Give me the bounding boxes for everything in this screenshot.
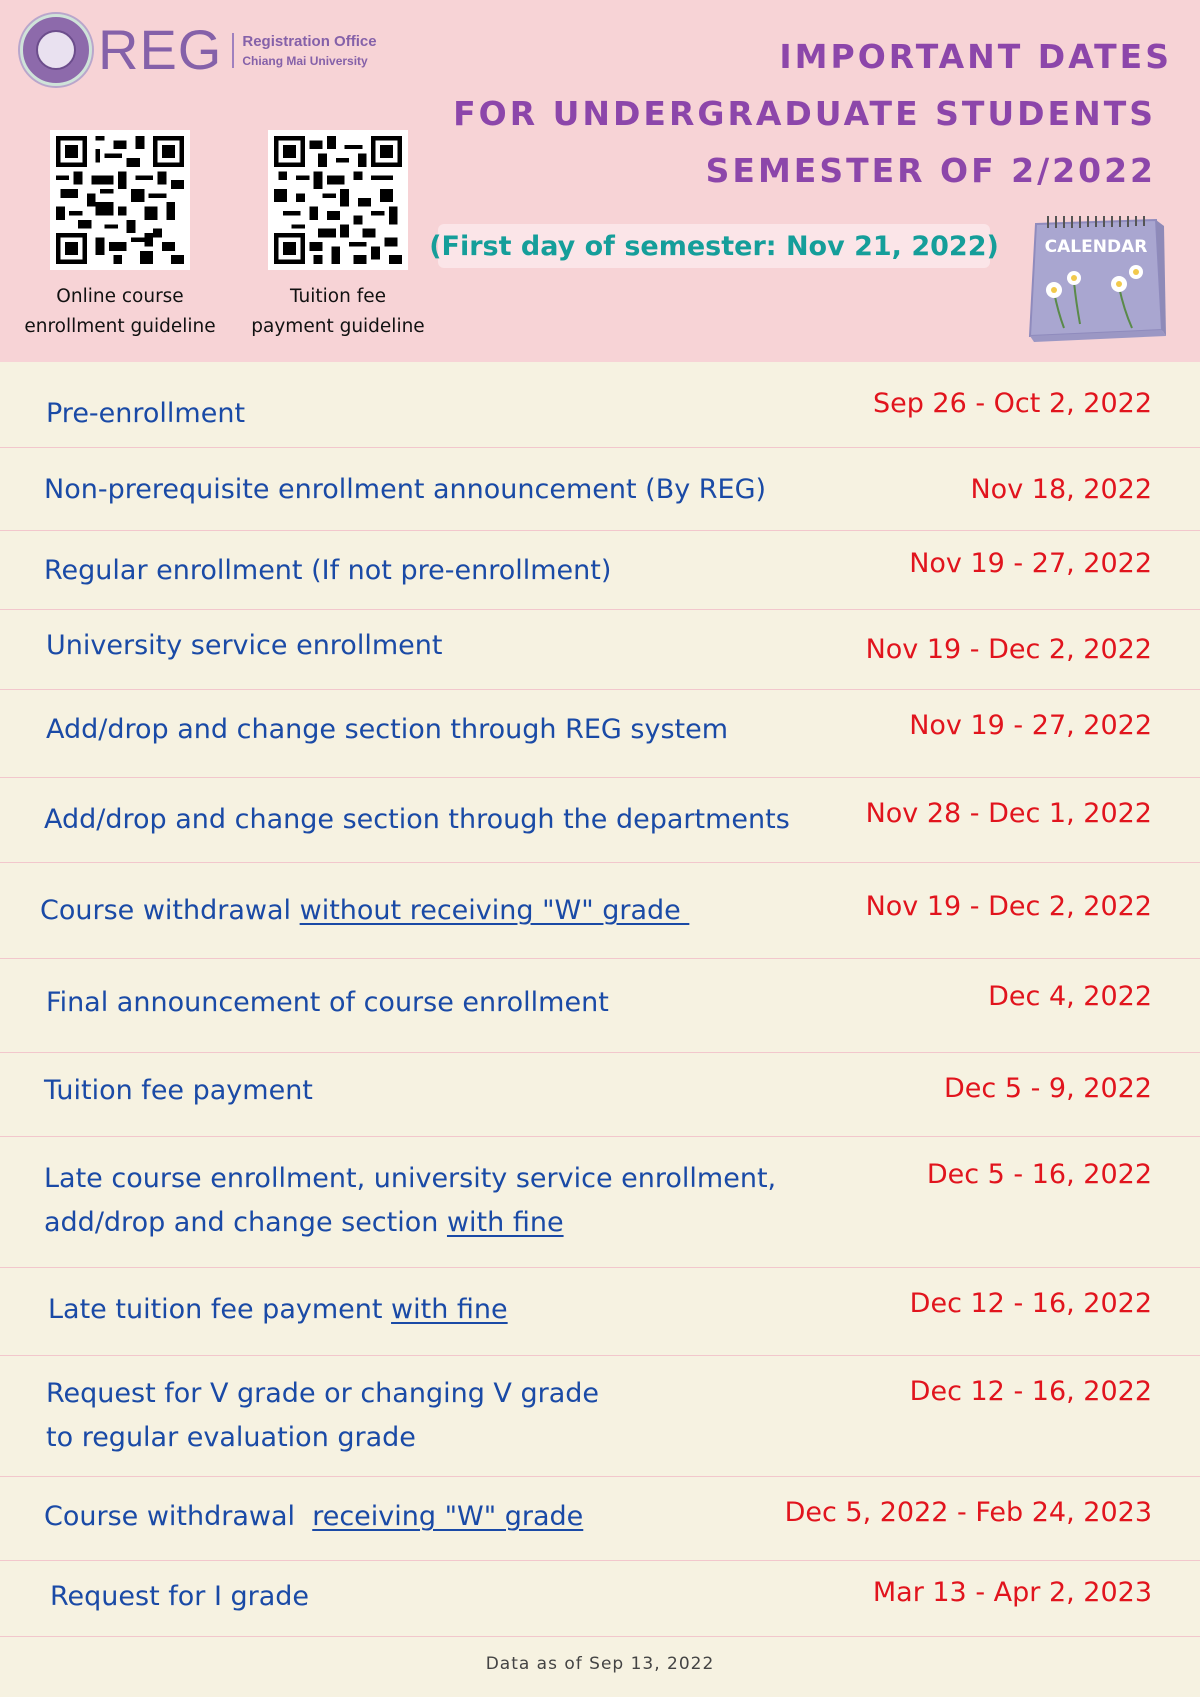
schedule-label-text: add/drop and change section: [44, 1207, 447, 1238]
reg-logo: [20, 14, 377, 86]
qr-enrollment-guideline[interactable]: [20, 130, 220, 342]
qr-caption-line-1: Tuition fee: [290, 286, 386, 307]
office-line-2: Chiang Mai University: [242, 53, 368, 68]
schedule-label: Add/drop and change section through the departments: [44, 804, 790, 835]
schedule-list: [0, 362, 1200, 1637]
schedule-row: [0, 1561, 1200, 1637]
schedule-label-text: Late tuition fee payment: [48, 1294, 392, 1325]
office-name: [232, 33, 376, 68]
qr-caption: [238, 282, 438, 342]
schedule-label: Final announcement of course enrollment: [46, 987, 609, 1018]
title-line-3: SEMESTER OF 2/2022: [705, 151, 1156, 190]
page-title: [453, 28, 1172, 199]
schedule-label: [40, 889, 689, 933]
schedule-row: [0, 863, 1200, 959]
schedule-row: [0, 1268, 1200, 1356]
schedule-label: [48, 1288, 508, 1332]
schedule-row: [0, 1477, 1200, 1561]
title-line-1: IMPORTANT DATES: [779, 37, 1172, 76]
schedule-date: Dec 5 - 16, 2022: [926, 1159, 1152, 1190]
schedule-label-underlined: with fine: [391, 1294, 508, 1325]
schedule-date: Nov 19 - 27, 2022: [909, 548, 1152, 579]
schedule-date: Dec 12 - 16, 2022: [909, 1288, 1152, 1319]
qr-caption-line-2: payment guideline: [251, 316, 425, 337]
schedule-row: [0, 448, 1200, 531]
schedule-label-line-2: to regular evaluation grade: [46, 1422, 416, 1453]
schedule-label-line-1: Request for V grade or changing V grade: [46, 1378, 600, 1409]
schedule-label-underlined: without receiving "W" grade: [299, 895, 690, 926]
qr-code-icon[interactable]: [50, 130, 190, 270]
schedule-label-text: Course withdrawal: [44, 1501, 313, 1532]
schedule-label: Request for I grade: [50, 1581, 310, 1612]
schedule-date: Nov 19 - 27, 2022: [909, 710, 1152, 741]
schedule-date: Nov 19 - Dec 2, 2022: [865, 634, 1152, 665]
schedule-date: Nov 28 - Dec 1, 2022: [865, 798, 1152, 829]
title-line-2: FOR UNDERGRADUATE STUDENTS: [453, 94, 1156, 133]
schedule-row: [0, 690, 1200, 778]
schedule-date: Dec 4, 2022: [988, 981, 1152, 1012]
office-line-1: Registration Office: [242, 32, 377, 50]
schedule-row: [0, 1356, 1200, 1477]
logo-text: REG: [98, 18, 223, 81]
qr-caption: [20, 282, 220, 342]
schedule-date: Dec 5, 2022 - Feb 24, 2023: [784, 1497, 1152, 1528]
schedule-label-line-1: Late course enrollment, university service enrollment,: [44, 1163, 777, 1194]
calendar-icon: [1024, 212, 1166, 350]
schedule-label: Tuition fee payment: [44, 1075, 313, 1106]
schedule-date: Nov 19 - Dec 2, 2022: [865, 891, 1152, 922]
schedule-label: [46, 1372, 599, 1460]
schedule-date: Dec 12 - 16, 2022: [909, 1376, 1152, 1407]
schedule-row: [0, 1053, 1200, 1137]
schedule-label-text: Course withdrawal: [40, 895, 300, 926]
qr-payment-guideline[interactable]: [238, 130, 438, 342]
schedule-row: [0, 959, 1200, 1053]
qr-code-icon[interactable]: [268, 130, 408, 270]
schedule-date: Sep 26 - Oct 2, 2022: [872, 388, 1152, 419]
schedule-label-underlined: receiving "W" grade: [312, 1501, 584, 1532]
schedule-row: [0, 531, 1200, 610]
schedule-date: Dec 5 - 9, 2022: [944, 1073, 1152, 1104]
calendar-word: CALENDAR: [1044, 237, 1148, 257]
schedule-label-underlined: with fine: [446, 1207, 564, 1238]
university-seal-icon: [20, 14, 92, 86]
schedule-row: [0, 1137, 1200, 1268]
schedule-row: [0, 610, 1200, 690]
first-day-of-semester: (First day of semester: Nov 21, 2022): [438, 224, 990, 268]
schedule-date: Mar 13 - Apr 2, 2023: [872, 1577, 1152, 1608]
schedule-label: Regular enrollment (If not pre-enrollment): [44, 555, 612, 586]
schedule-row: [0, 362, 1200, 448]
header-banner: [0, 0, 1200, 362]
schedule-date: Nov 18, 2022: [970, 474, 1152, 505]
schedule-label: [44, 1157, 776, 1245]
qr-caption-line-1: Online course: [56, 286, 184, 307]
schedule-label: Add/drop and change section through REG system: [46, 714, 729, 745]
data-as-of-note: Data as of Sep 13, 2022: [485, 1654, 715, 1674]
qr-caption-line-2: enrollment guideline: [24, 316, 216, 337]
schedule-label: University service enrollment: [46, 630, 443, 661]
schedule-row: [0, 778, 1200, 863]
schedule-label-line-2: [44, 1201, 776, 1245]
schedule-label: [44, 1495, 583, 1539]
schedule-label: Non-prerequisite enrollment announcement (By REG): [44, 474, 767, 505]
schedule-label: Pre-enrollment: [46, 398, 246, 429]
